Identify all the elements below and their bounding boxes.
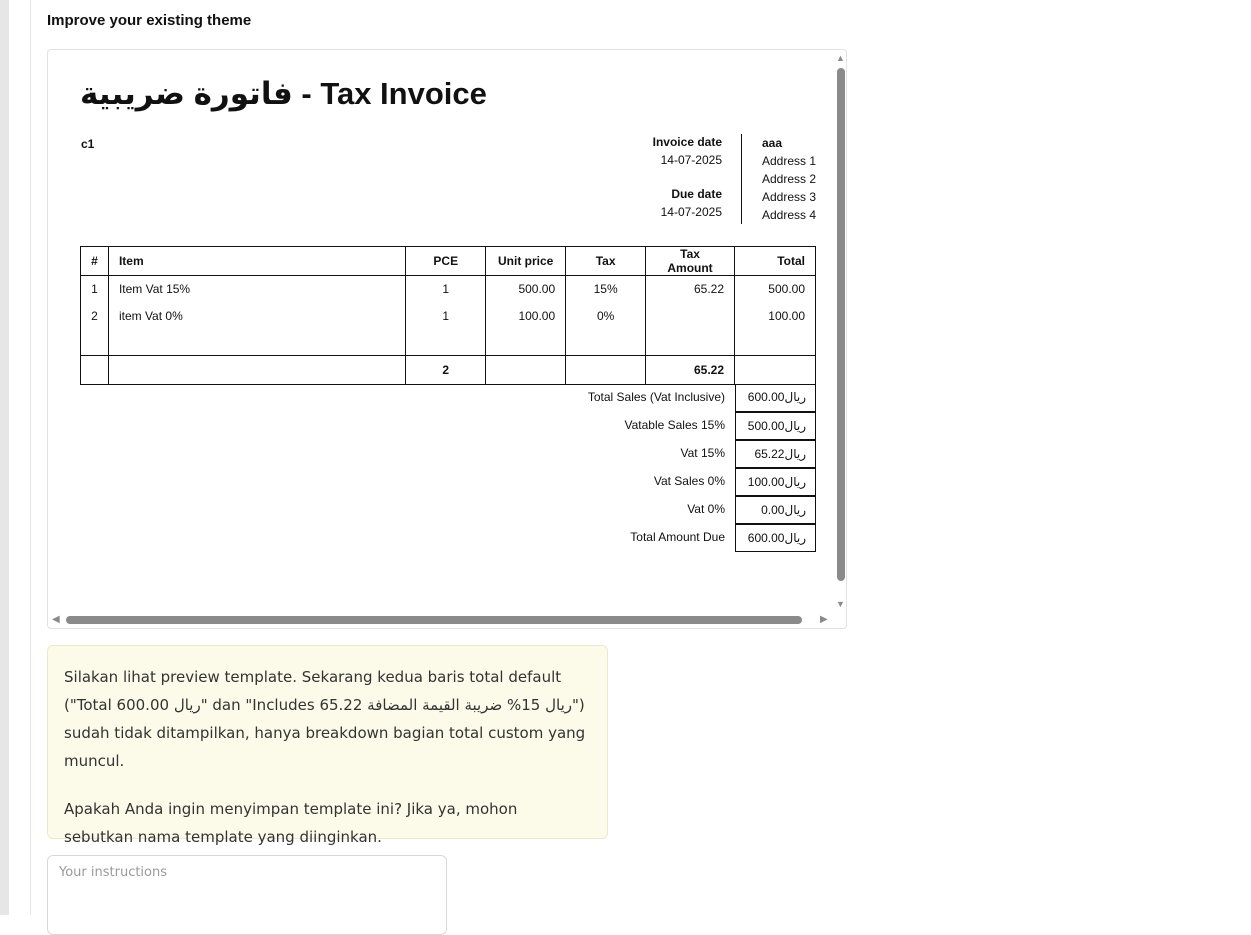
header-num: #	[81, 247, 109, 276]
summary-row	[448, 440, 816, 468]
invoice-dates	[608, 135, 722, 223]
message-paragraph: Silakan lihat preview template. Sekarang kedua baris total default ("Total 600.00 ريال" dan "Includes 65.22 ريال 15% ضريبة القيمة المضافة") sudah tidak ditampilkan, hanya breakdown bagian total custom yang muncul.	[64, 668, 586, 770]
footer-tax-amount-total: 65.22	[646, 356, 735, 385]
table-spacer-row	[81, 330, 816, 356]
address-line: Address 2	[762, 172, 817, 186]
due-date-label: Due date	[671, 187, 722, 201]
totals-summary	[448, 384, 816, 552]
triangle-left-icon[interactable]: ◀	[52, 614, 60, 625]
header-tax: Tax	[566, 247, 646, 276]
footer-pce-total: 2	[406, 356, 486, 385]
invoice-date-value: 14-07-2025	[660, 153, 722, 167]
triangle-down-icon[interactable]: ▼	[836, 599, 845, 609]
summary-row	[448, 496, 816, 524]
summary-value: 0.00ريال	[735, 496, 816, 524]
summary-label: Vat Sales 0%	[653, 474, 725, 488]
due-date-value: 14-07-2025	[660, 205, 722, 219]
header-total: Total	[735, 247, 816, 276]
header-unit-price: Unit price	[486, 247, 566, 276]
row-num: 2	[81, 303, 109, 330]
horizontal-scrollbar[interactable]	[50, 613, 834, 627]
header-pce: PCE	[406, 247, 486, 276]
table-header-row	[81, 247, 816, 276]
address-line: Address 3	[762, 190, 817, 204]
customer-address	[762, 136, 816, 226]
invoice-preview-frame[interactable]	[47, 49, 847, 629]
address-line: Address 1	[762, 154, 817, 168]
vertical-scrollbar-thumb[interactable]	[837, 68, 845, 581]
row-item: item Vat 0%	[108, 303, 405, 330]
triangle-up-icon[interactable]: ▲	[836, 53, 845, 63]
summary-value: 600.00ريال	[735, 384, 816, 412]
summary-value: 500.00ريال	[735, 412, 816, 440]
table-footer-row	[81, 356, 816, 385]
header-item: Item	[108, 247, 405, 276]
horizontal-scrollbar-thumb[interactable]	[66, 616, 802, 624]
summary-row	[448, 468, 816, 496]
summary-label: Total Sales (Vat Inclusive)	[587, 390, 725, 404]
table-row	[81, 276, 816, 303]
instructions-input[interactable]	[47, 855, 447, 935]
summary-row	[448, 524, 816, 552]
row-unit-price: 500.00	[486, 276, 566, 303]
vertical-scrollbar[interactable]	[835, 52, 847, 612]
rail-border	[30, 0, 31, 915]
summary-label: Vat 0%	[687, 502, 725, 516]
invoice-date-label: Invoice date	[652, 135, 722, 149]
message-paragraph: Apakah Anda ingin menyimpan template ini? Jika ya, mohon sebutkan nama template yang diinginkan.	[64, 800, 518, 846]
row-tax: 15%	[566, 276, 646, 303]
items-table	[80, 246, 816, 385]
header-divider	[741, 134, 742, 224]
summary-label: Total Amount Due	[630, 530, 725, 544]
customer-code: c1	[81, 137, 95, 151]
row-pce: 1	[406, 303, 486, 330]
row-item: Item Vat 15%	[108, 276, 405, 303]
row-unit-price: 100.00	[486, 303, 566, 330]
table-row	[81, 303, 816, 330]
invoice-title: فاتورة ضريبية - Tax Invoice	[80, 76, 487, 111]
summary-value: 65.22ريال	[735, 440, 816, 468]
triangle-right-icon[interactable]: ▶	[820, 614, 828, 625]
row-tax-amount: 65.22	[646, 276, 735, 303]
assistant-message	[47, 645, 608, 846]
row-num: 1	[81, 276, 109, 303]
address-name: aaa	[762, 136, 783, 150]
left-rail	[0, 0, 9, 915]
row-tax: 0%	[566, 303, 646, 330]
summary-label: Vatable Sales 15%	[624, 418, 725, 432]
row-pce: 1	[406, 276, 486, 303]
row-total: 100.00	[735, 303, 816, 330]
summary-row	[448, 384, 816, 412]
address-line: Address 4	[762, 208, 817, 222]
page-title: Improve your existing theme	[47, 12, 252, 29]
summary-value: 100.00ريال	[735, 468, 816, 496]
summary-label: Vat 15%	[680, 446, 725, 460]
summary-value: 600.00ريال	[735, 524, 816, 552]
row-tax-amount	[646, 303, 735, 330]
summary-row	[448, 412, 816, 440]
row-total: 500.00	[735, 276, 816, 303]
header-tax-amount: Tax Amount	[646, 247, 735, 276]
